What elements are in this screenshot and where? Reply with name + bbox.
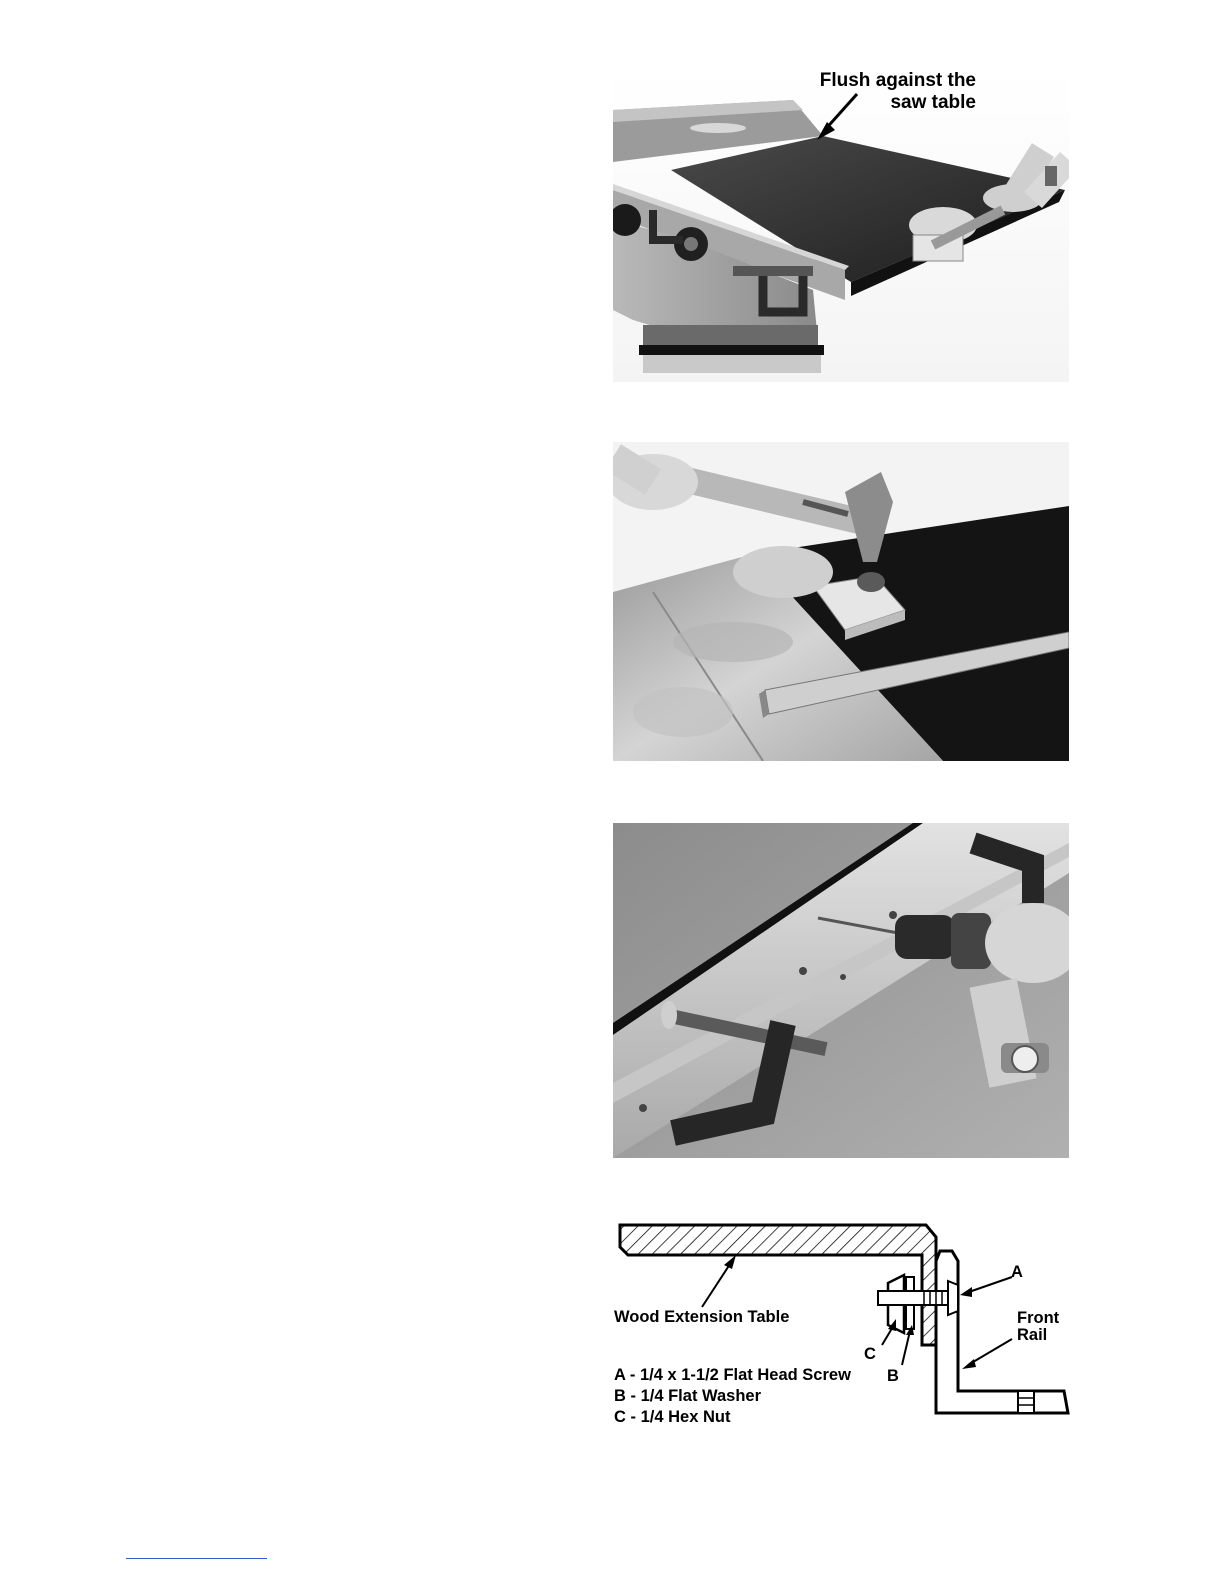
photo-hammer-tapping-block	[613, 442, 1069, 761]
callout-flush-against-saw-table	[770, 70, 976, 114]
callout-line-1: Flush against the	[819, 70, 976, 91]
callout-line-2: saw table	[890, 92, 976, 113]
label-a: A	[1011, 1263, 1023, 1281]
photo-extension-table-flush	[613, 70, 1069, 382]
label-wood-extension-table: Wood Extension Table	[614, 1308, 790, 1326]
label-c: C	[864, 1345, 876, 1363]
photo-drilling-rail-holes-illustration	[613, 823, 1069, 1158]
label-rail: Rail	[1017, 1326, 1048, 1344]
label-front: Front	[1017, 1309, 1060, 1327]
label-b: B	[887, 1367, 899, 1385]
footer-rule	[126, 1558, 267, 1559]
diagram-rail-mounting-cross-section	[606, 1215, 1076, 1437]
legend-item-a: A - 1/4 x 1-1/2 Flat Head Screw	[614, 1366, 851, 1384]
legend-item-c: C - 1/4 Hex Nut	[614, 1408, 731, 1426]
photo-drilling-rail-holes	[613, 823, 1069, 1158]
legend-item-b: B - 1/4 Flat Washer	[614, 1387, 762, 1405]
photo-extension-table-flush-illustration	[613, 70, 1069, 382]
photo-hammer-tapping-block-illustration	[613, 442, 1069, 761]
